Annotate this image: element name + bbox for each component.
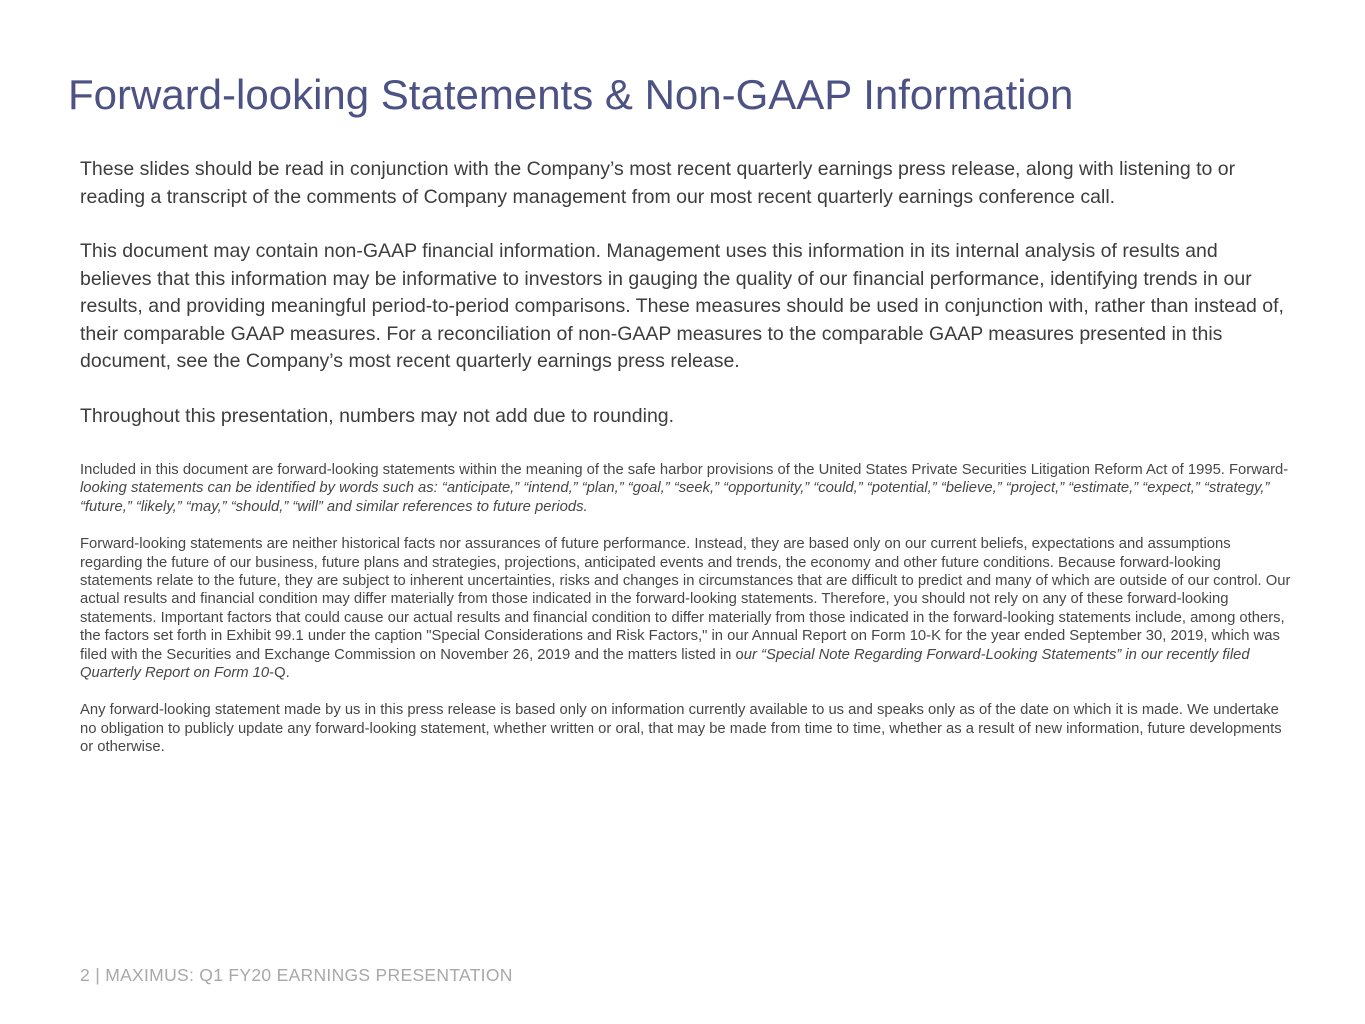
rounding-note: Throughout this presentation, numbers may not add due to rounding.	[80, 404, 675, 427]
no-obligation-paragraph: Any forward-looking statement made by us in this press release is based only on information currently available to us and speaks only as of the date on which it is made. We undertake no obligation to publicly update any forward-looking statement, whether written or oral, that may be made from time to time, whether as a result of new information, future developments or otherwise.	[80, 702, 1282, 756]
non-gaap-paragraph: This document may contain non-GAAP financial information. Management uses this information in its internal analysis of results and believes that this information may be informative to investors in gauging the quality of our financial performance, identifying trends in our results, and providing meaningful period-to-period comparisons. These measures should be used in conjunction with, rather than instead of, their comparable GAAP measures. For a reconciliation of non-GAAP measures to the comparable GAAP measures presented in this document, see the Company’s most recent quarterly earnings press release.	[80, 240, 1284, 372]
risk-factors-italic-text: ur “Special Note Regarding Forward-Looking Statements” in our recently filed Quarterly Report on Form 10	[80, 646, 1250, 682]
slide-title: Forward-looking Statements & Non-GAAP Information	[68, 71, 1074, 118]
risk-factors-end-text: -Q.	[269, 665, 290, 682]
safe-harbor-paragraph	[80, 461, 1292, 516]
risk-factors-paragraph	[80, 535, 1292, 682]
safe-harbor-regular-text: Included in this document are forward-looking statements within the meaning of the safe harbor provisions of the United States Private Securities Litigation Reform Act of 1995. Forward-	[80, 462, 1289, 478]
slide-body	[80, 156, 1292, 776]
risk-factors-regular-text: Forward-looking statements are neither historical facts nor assurances of future performance. Instead, they are based only on our current beliefs, expectations and assumptions regarding the future of our business, future plans and strategies, projections, anticipated events and trends, the economy and other future conditions. Because forward-looking statements relate to the future, they are subject to inherent uncertainties, risks and changes in circumstances that are difficult to predict and many of which are outside of our control. Our actual results and financial condition may differ materially from those indicated in the forward-looking statements. Therefore, you should not rely on any of these forward-looking statements. Important factors that could cause our actual results and financial condition to differ materially from those indicated in the forward-looking statements include, among others, the factors set forth in Exhibit 99.1 under the caption "Special Considerations and Risk Factors," in our Annual Report on Form 10-K for the year ended September 30, 2019, which was filed with the Securities and Exchange Commission on November 26, 2019 and the matters listed in o	[80, 536, 1291, 663]
intro-paragraph: These slides should be read in conjunction with the Company’s most recent quarterly earnings press release, along with listening to or reading a transcript of the comments of Company management from our most recent quarterly earnings conference call.	[80, 158, 1236, 208]
safe-harbor-italic-text: looking statements can be identified by words such as: “anticipate,” “intend,” “plan,” “goal,” “seek,” “opportunity,” “could,” “potential,” “believe,” “project,” “estimate,” “expect,” “strategy,” “future,” “likely,” “may,” “should,” “will” and similar references to future periods.	[80, 480, 1270, 515]
page-number-footer: 2 | MAXIMUS: Q1 FY20 EARNINGS PRESENTATION	[80, 965, 513, 985]
